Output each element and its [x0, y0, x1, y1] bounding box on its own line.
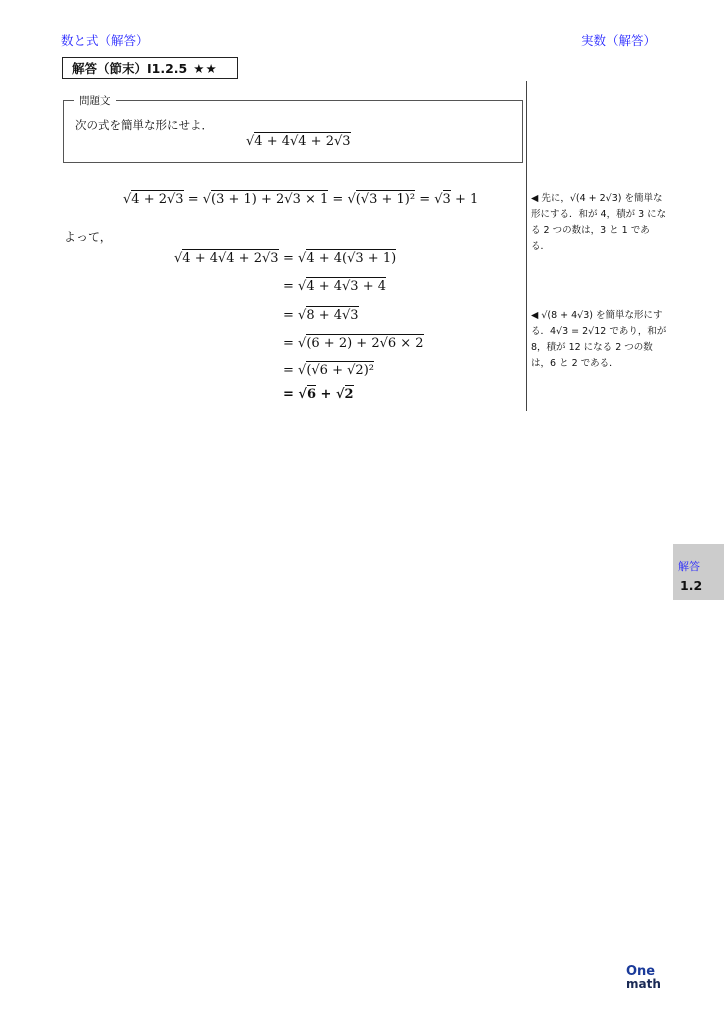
solution-title: 解答（節末）I1.2.5: [72, 61, 188, 76]
derivation-lhs: √4 + 4√4 + 2√3: [174, 251, 279, 266]
problem-box: [63, 95, 523, 163]
logo-line1: One: [626, 964, 656, 979]
problem-legend: 問題文: [74, 93, 116, 108]
margin-note-2: ◀ √(8 + 4√3) を簡単な形にする．4√3 = 2√12 であり，和が 8，積が 12 になる 2 つの数は，6 と 2 である．: [531, 310, 667, 369]
logo-line2: math: [626, 977, 661, 991]
section-tab-label: 解答: [678, 560, 700, 573]
section-tab: [673, 544, 724, 600]
onemath-logo: [626, 965, 661, 991]
derivation-step-4: = √(6 + 2) + 2√6 × 2: [283, 336, 424, 351]
difficulty-stars: ★★: [193, 60, 218, 76]
derivation-step-2: = √4 + 4√3 + 4: [283, 279, 387, 294]
derivation-step-1: = √4 + 4(√3 + 1): [283, 251, 397, 266]
solution-title-box: [62, 57, 238, 79]
problem-statement: 次の式を簡単な形にせよ．: [75, 118, 213, 132]
derivation-result: = √6 + √2: [283, 387, 354, 402]
text-yotte: よって，: [64, 230, 112, 244]
section-tab-number: 1.2: [680, 578, 703, 593]
margin-note-1: ◀ 先に，√(4 + 2√3) を簡単な形にする．和が 4，積が 3 になる 2 つの数は，3 と 1 である．: [531, 193, 667, 252]
equation-inner-root: √4 + 2√3 = √(3 + 1) + 2√3 × 1 = √(√3 + 1)² = √3 + 1: [123, 192, 479, 207]
derivation-step-5: = √(√6 + √2)²: [283, 363, 374, 378]
header-section: 実数（解答）: [580, 33, 656, 48]
derivation-step-3: = √8 + 4√3: [283, 308, 359, 323]
header-chapter: 数と式（解答）: [61, 33, 149, 48]
margin-divider: [526, 81, 527, 411]
problem-expression: √4 + 4√4 + 2√3: [246, 134, 351, 149]
